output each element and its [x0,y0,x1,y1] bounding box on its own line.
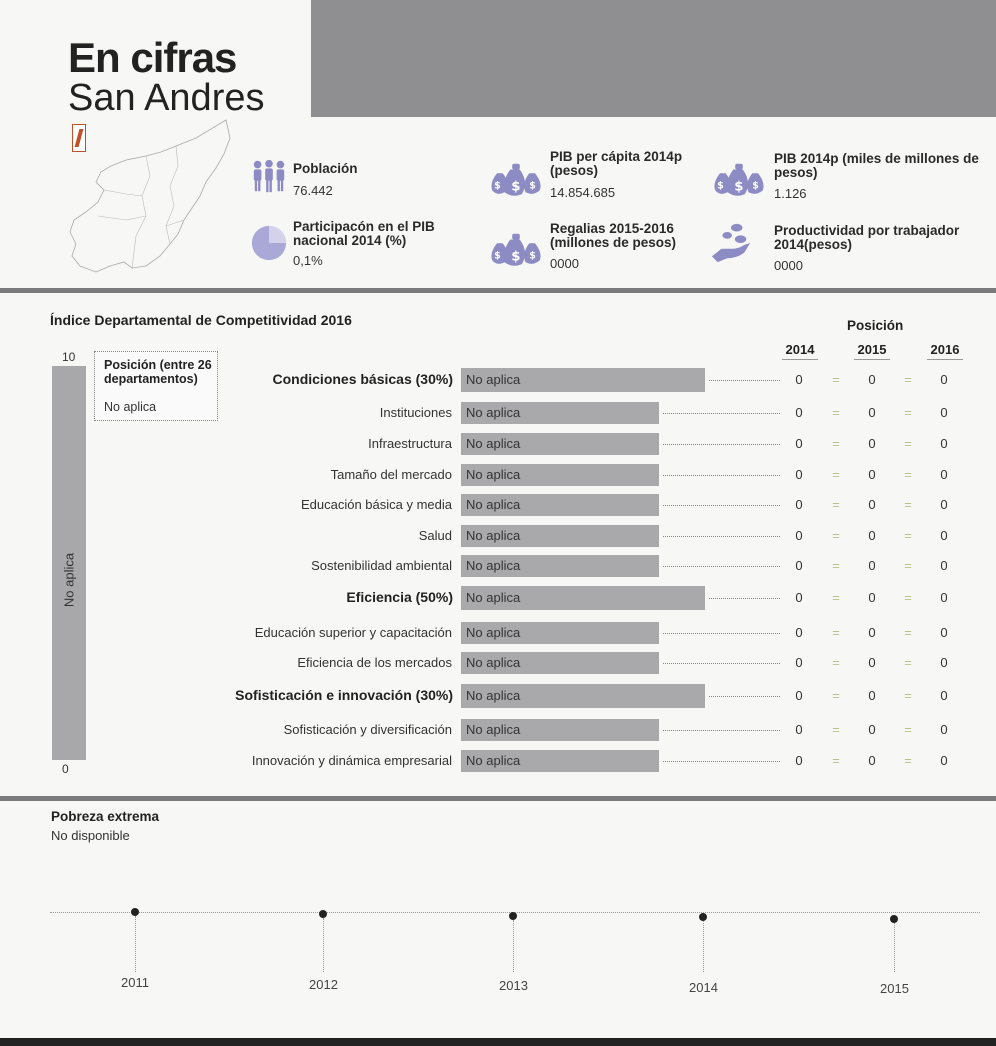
position-value: 0 [868,625,876,640]
change-indicator: = [904,688,912,703]
year-header-2014: 2014 [782,342,818,360]
position-value: 0 [940,405,948,420]
change-indicator: = [832,655,840,670]
position-value: 0 [940,528,948,543]
position-value: 0 [868,590,876,605]
kpi-value: 14.854.685 [550,185,616,200]
change-indicator: = [832,590,840,605]
section-divider [0,288,996,293]
row-label: Sofisticación e innovación (30%) [235,687,453,703]
leader-line [663,730,780,731]
row-label: Innovación y dinámica empresarial [251,753,452,768]
svg-text:$: $ [494,250,501,262]
position-value: 0 [795,688,803,703]
posicion-header: Posición [847,318,904,333]
position-value: 0 [940,558,948,573]
score-bar: No aplica [461,652,659,674]
position-value: 0 [868,467,876,482]
scale-min-label: 0 [62,762,69,776]
position-value: 0 [940,467,948,482]
score-bar: No aplica [461,525,659,547]
row-label: Condiciones básicas (30%) [272,371,453,387]
position-value: 0 [868,722,876,737]
position-value: 0 [940,497,948,512]
timeline-tick [513,920,514,972]
leader-line [663,566,780,567]
page-title: En cifras [68,34,237,81]
position-box-value: No aplica [104,400,157,414]
timeline-point [319,910,327,918]
svg-text:$: $ [529,180,536,192]
svg-text:$: $ [734,179,744,195]
row-label: Infraestructura [368,436,452,451]
score-bar: No aplica [461,464,659,486]
position-value: 0 [940,655,948,670]
timeline-tick [894,923,895,972]
change-indicator: = [832,405,840,420]
score-bar: No aplica [461,622,659,644]
position-value: 0 [795,655,803,670]
kpi-value: 1.126 [774,186,807,201]
row-label: Tamaño del mercado [330,467,452,482]
change-indicator: = [904,467,912,482]
position-value: 0 [868,372,876,387]
position-value: 0 [795,436,803,451]
leader-line [709,598,780,599]
position-value: 0 [868,497,876,512]
timeline-tick [703,921,704,972]
change-indicator: = [832,722,840,737]
row-label: Salud [418,528,452,543]
change-indicator: = [832,558,840,573]
leader-line [663,663,780,664]
competitividad-title: Índice Departamental de Competitividad 2016 [50,312,352,328]
change-indicator: = [904,436,912,451]
position-value: 0 [868,558,876,573]
year-header-2016: 2016 [927,342,963,360]
leader-line [663,444,780,445]
page-subtitle: San Andres [68,77,265,119]
position-box-title: Posición (entre 26 departamentos) [104,358,212,386]
score-bar: No aplica [461,368,705,392]
score-bar: No aplica [461,433,659,455]
section-divider [0,796,996,801]
position-value: 0 [940,625,948,640]
position-value: 0 [795,558,803,573]
kpi-label: Participacón en el PIB nacional 2014 (%) [293,219,435,248]
position-value: 0 [940,688,948,703]
pie-chart-icon [250,224,288,267]
timeline-tick [135,916,136,972]
people-icon [250,158,288,199]
position-value: 0 [795,528,803,543]
timeline-point [131,908,139,916]
kpi-value: 0000 [774,258,803,273]
timeline-point [509,912,517,920]
score-bar: No aplica [461,402,659,424]
svg-text:$: $ [511,249,521,265]
pobreza-subtitle: No disponible [51,828,130,843]
kpi-value: 76.442 [293,183,333,198]
change-indicator: = [832,753,840,768]
change-indicator: = [904,372,912,387]
score-bar: No aplica [461,750,659,772]
timeline-year: 2015 [880,981,909,996]
department-flag-icon [72,124,86,152]
timeline-year: 2013 [499,978,528,993]
leader-line [663,475,780,476]
kpi-label: PIB per cápita 2014p (pesos) [550,149,683,178]
row-label: Eficiencia de los mercados [297,655,452,670]
position-value: 0 [940,436,948,451]
timeline-point [699,913,707,921]
position-value: 0 [868,436,876,451]
position-value: 0 [868,405,876,420]
timeline-tick [323,918,324,972]
leader-line [663,761,780,762]
kpi-label: Productividad por trabajador 2014(pesos) [774,223,960,252]
money-bags-icon [710,160,768,203]
leader-line [663,505,780,506]
position-value: 0 [868,655,876,670]
change-indicator: = [832,688,840,703]
change-indicator: = [904,753,912,768]
change-indicator: = [904,528,912,543]
kpi-label: Regalias 2015-2016 (millones de pesos) [550,221,677,250]
timeline-year: 2012 [309,976,338,992]
kpi-label: PIB 2014p (miles de millones de pesos) [774,151,979,180]
position-value: 0 [940,372,948,387]
change-indicator: = [904,558,912,573]
timeline-year: 2011 [121,975,149,990]
position-value: 0 [868,528,876,543]
position-value: 0 [795,497,803,512]
scale-max-label: 10 [62,350,76,364]
region-map-icon [66,116,236,276]
position-value: 0 [940,753,948,768]
money-bags-icon [487,230,545,273]
leader-line [663,413,780,414]
position-value: 0 [795,753,803,768]
score-bar: No aplica [461,494,659,516]
change-indicator: = [832,497,840,512]
timeline-point [890,915,898,923]
change-indicator: = [904,497,912,512]
position-value: 0 [940,590,948,605]
change-indicator: = [832,467,840,482]
row-label: Sostenibilidad ambiental [311,558,452,573]
change-indicator: = [904,625,912,640]
svg-text:$: $ [752,180,759,192]
row-label: Educación superior y capacitación [254,625,452,640]
change-indicator: = [904,655,912,670]
row-label: Eficiencia (50%) [346,589,453,605]
svg-text:$: $ [494,180,501,192]
svg-text:$: $ [717,180,724,192]
position-value: 0 [795,372,803,387]
year-header-2015: 2015 [854,342,890,360]
kpi-label: Población [293,161,358,176]
score-bar: No aplica [461,684,705,708]
row-label: Educación básica y media [300,497,452,512]
position-value: 0 [795,625,803,640]
svg-text:$: $ [529,250,536,262]
leader-line [663,536,780,537]
score-scale-value: No aplica [61,552,77,608]
timeline-year: 2014 [689,979,718,995]
position-value: 0 [940,722,948,737]
change-indicator: = [904,590,912,605]
position-value: 0 [795,467,803,482]
position-value: 0 [868,688,876,703]
position-value: 0 [868,753,876,768]
svg-text:$: $ [511,179,521,195]
leader-line [663,633,780,634]
change-indicator: = [832,528,840,543]
change-indicator: = [904,405,912,420]
position-value: 0 [795,405,803,420]
kpi-value: 0000 [550,256,579,271]
leader-line [709,380,780,381]
change-indicator: = [832,625,840,640]
money-bags-icon [487,160,545,203]
change-indicator: = [904,722,912,737]
hand-coins-icon [710,222,752,269]
pobreza-title: Pobreza extrema [51,809,160,824]
position-value: 0 [795,590,803,605]
score-bar: No aplica [461,586,705,610]
score-bar: No aplica [461,555,659,577]
row-label: Sofisticación y diversificación [283,722,452,737]
leader-line [709,696,780,697]
kpi-value: 0,1% [293,253,323,268]
bottom-border [0,1038,996,1046]
header-banner [311,0,996,117]
change-indicator: = [832,372,840,387]
score-bar: No aplica [461,719,659,741]
position-value: 0 [795,722,803,737]
row-label: Instituciones [379,405,452,420]
change-indicator: = [832,436,840,451]
